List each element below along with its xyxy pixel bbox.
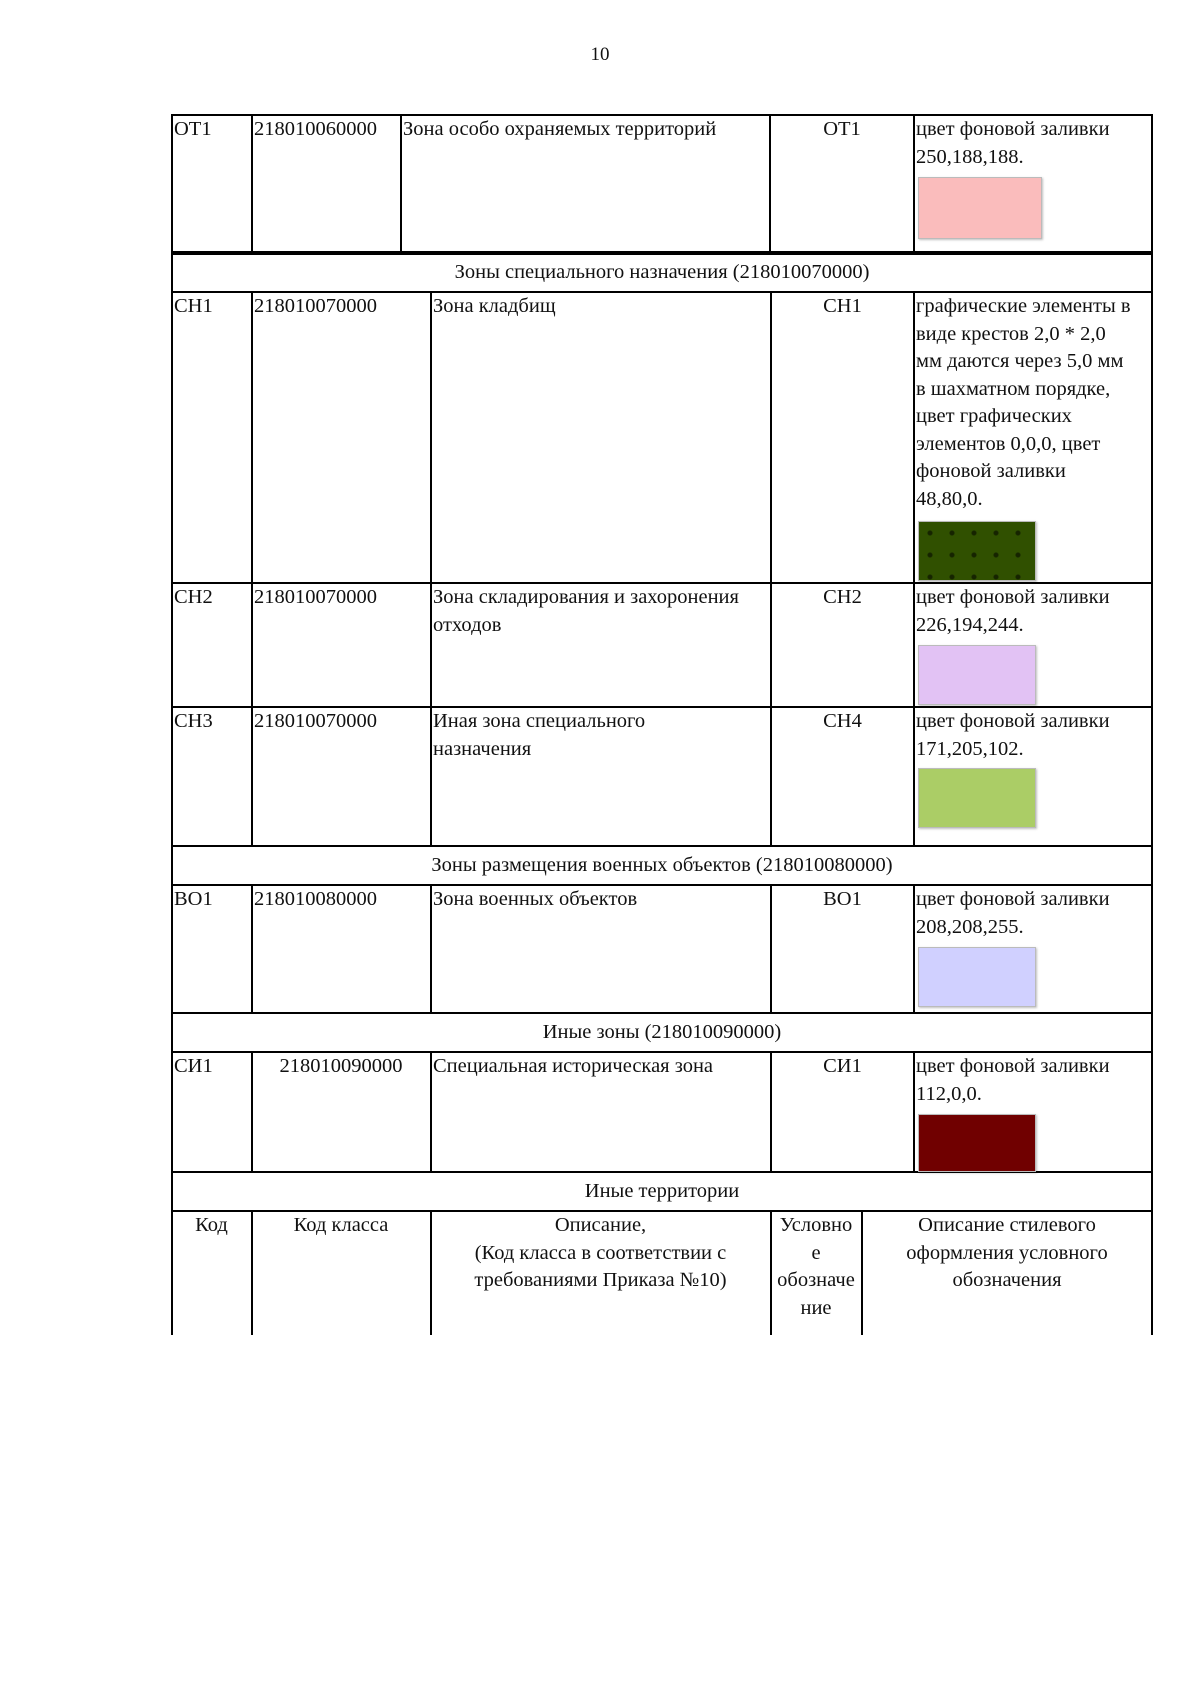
section-heading: Иные зоны (218010090000): [542, 1021, 782, 1043]
header-class-code: Код класса: [293, 1214, 389, 1236]
table-rule: [251, 291, 253, 846]
table-rule: [430, 884, 432, 1013]
table-rule: [171, 114, 173, 1335]
cell-class-code: 218010080000: [254, 888, 377, 910]
cell-class-code: 218010070000: [254, 586, 377, 608]
page-number: 10: [590, 44, 610, 65]
table-rule: [770, 291, 772, 846]
cell-symbol: СН4: [823, 710, 862, 732]
table-rule: [913, 1051, 915, 1172]
table-rule: [1151, 114, 1153, 1335]
cell-style: цвет фоновой заливки 112,0,0.: [916, 1055, 1110, 1105]
table-rule: [913, 114, 915, 252]
header-symbol: Условно е обозначе ние: [777, 1214, 855, 1319]
cell-style: графические элементы в виде крестов 2,0 * 2,0 мм даются через 5,0 мм в шахматном порядке, цвет графических элементов 0,0,0, цвет фоновой заливки 48,80,0.: [916, 295, 1131, 510]
cell-style: цвет фоновой заливки 208,208,255.: [916, 888, 1110, 938]
cell-code: СН1: [174, 295, 213, 317]
cell-description: Зона складирования и захоронения отходов: [433, 586, 739, 636]
cell-description: Зона военных объектов: [433, 888, 638, 910]
cell-style: цвет фоновой заливки 250,188,188.: [916, 118, 1110, 168]
table-rule: [171, 1012, 1153, 1014]
cell-symbol: ОТ1: [823, 118, 861, 140]
cell-class-code: 218010070000: [254, 295, 377, 317]
table-rule: [913, 884, 915, 1013]
table-rule: [400, 114, 402, 252]
cell-code: ОТ1: [174, 118, 212, 140]
cell-class-code: 218010090000: [279, 1055, 403, 1077]
table-rule: [171, 845, 1153, 847]
cell-code: ВО1: [174, 888, 213, 910]
section-heading: Иные территории: [584, 1180, 740, 1202]
cell-description: Зона особо охраняемых территорий: [403, 118, 717, 140]
cell-class-code: 218010060000: [254, 118, 377, 140]
cell-description: Зона кладбищ: [433, 295, 556, 317]
cell-symbol: ВО1: [823, 888, 862, 910]
cell-code: СН3: [174, 710, 213, 732]
cell-style: цвет фоновой заливки 226,194,244.: [916, 586, 1110, 636]
table-rule: [913, 291, 915, 846]
cell-code: СИ1: [174, 1055, 213, 1077]
cell-description: Специальная историческая зона: [433, 1055, 714, 1077]
table-rule: [251, 884, 253, 1013]
color-swatch: [918, 645, 1036, 705]
color-swatch: [918, 177, 1042, 239]
color-swatch: [918, 521, 1036, 581]
table-rule: [430, 291, 432, 846]
cell-code: СН2: [174, 586, 213, 608]
cell-style: цвет фоновой заливки 171,205,102.: [916, 710, 1110, 760]
cell-symbol: СИ1: [823, 1055, 862, 1077]
cell-symbol: СН1: [823, 295, 862, 317]
table-rule: [171, 253, 1153, 255]
header-style: Описание стилевого оформления условного обозначения: [906, 1214, 1108, 1291]
section-heading: Зоны размещения военных объектов (218010080000): [431, 854, 893, 876]
header-code: Код: [195, 1214, 228, 1236]
cell-description: Иная зона специального назначения: [433, 710, 646, 760]
cell-class-code: 218010070000: [254, 710, 377, 732]
section-heading: Зоны специального назначения (218010070000): [454, 261, 870, 283]
table-rule: [430, 1051, 432, 1172]
cell-symbol: СН2: [823, 586, 862, 608]
table-rule: [251, 114, 253, 252]
color-swatch: [918, 1114, 1036, 1172]
color-swatch: [918, 768, 1036, 828]
color-swatch: [918, 947, 1036, 1007]
header-description: Описание, (Код класса в соответствии с требованиями Приказа №10): [474, 1214, 727, 1291]
